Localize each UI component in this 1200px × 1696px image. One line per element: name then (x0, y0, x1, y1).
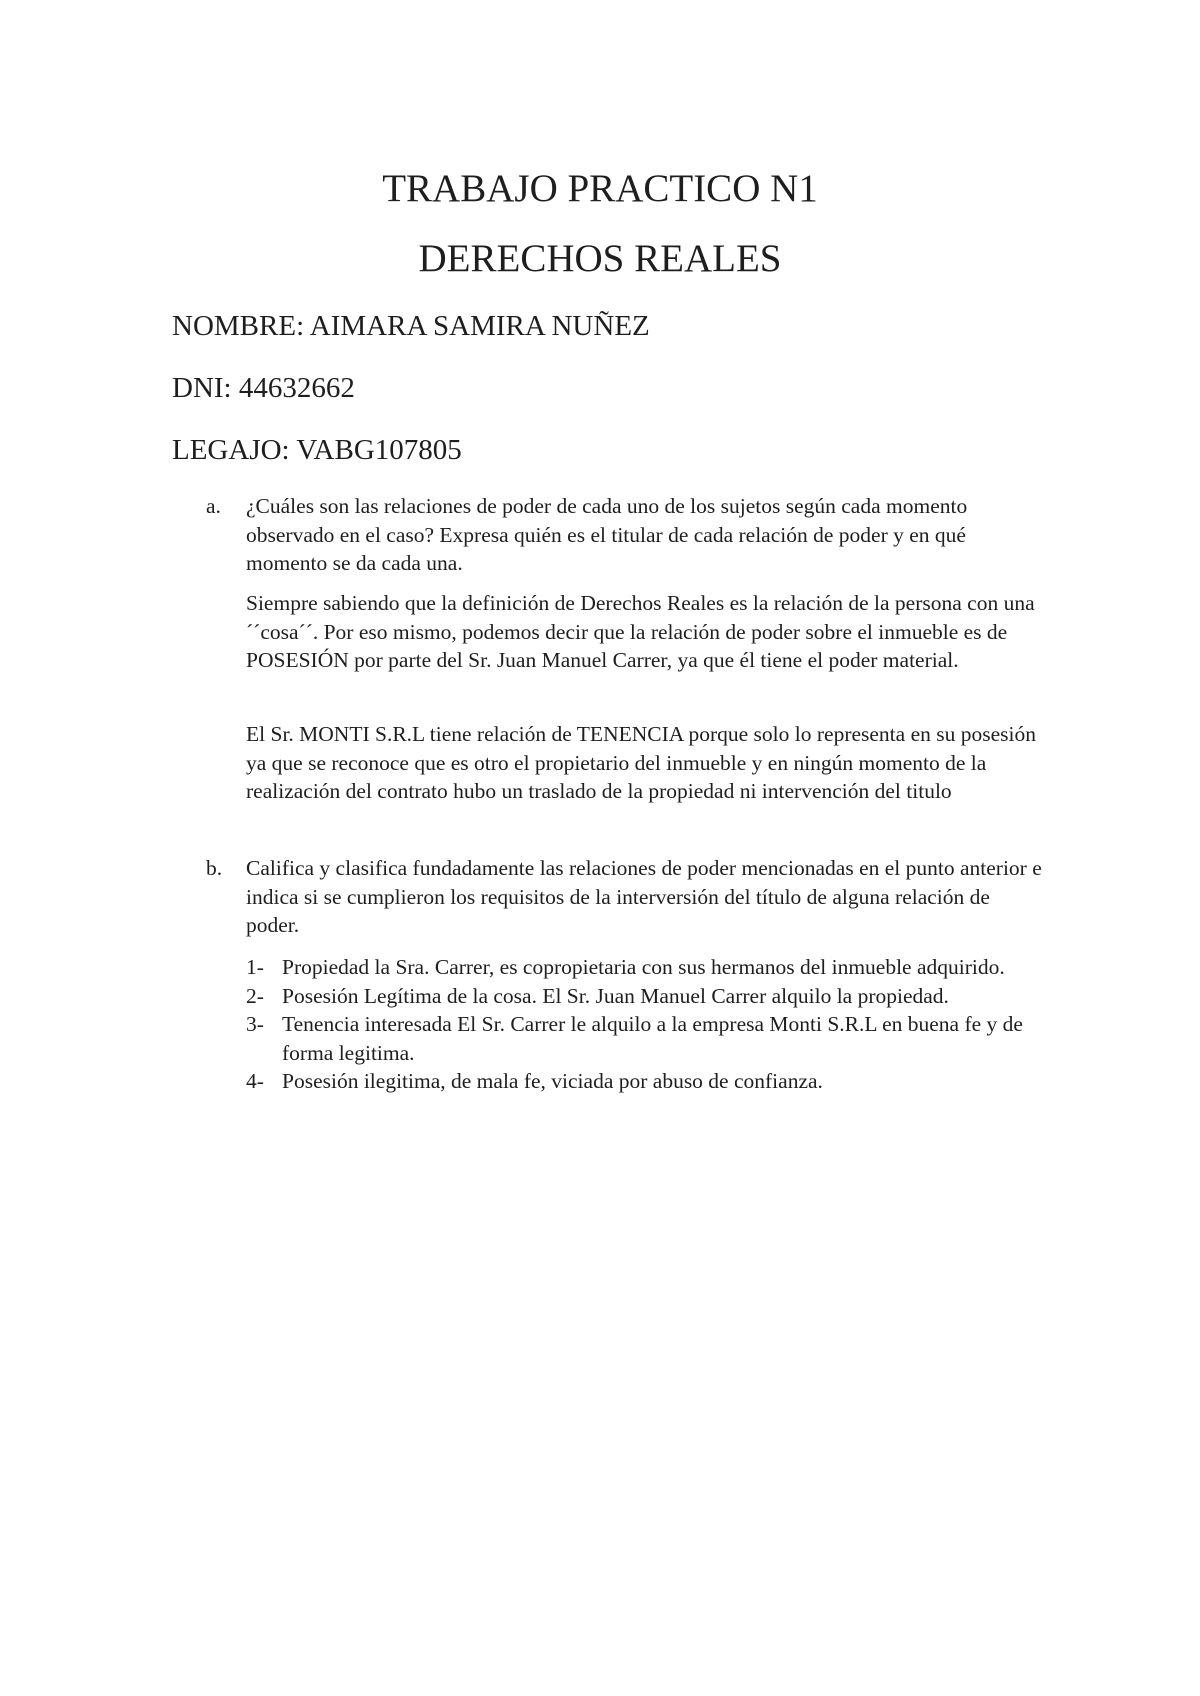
list-item (246, 1010, 1046, 1067)
question-b-text: Califica y clasifica fundadamente las relaciones de poder mencionadas en el punto anterior e indica si se cumplieron los requisitos de la interversión del título de alguna relación de poder. (246, 856, 1042, 937)
list-item-text: Propiedad la Sra. Carrer, es copropietaria con sus hermanos del inmueble adquirido. (282, 955, 1005, 979)
answer-a-paragraph-2: El Sr. MONTI S.R.L tiene relación de TENENCIA porque solo lo representa en su posesión ya que se reconoce que es otro el propietario del inmueble y en ningún momento de la realización del contrato hubo un traslado de la propiedad ni intervención del titulo (246, 722, 1036, 803)
list-item-number: 3- (246, 1012, 264, 1036)
list-item (246, 982, 1046, 1011)
answer-a-paragraph-1: Siempre sabiendo que la definición de Derechos Reales es la relación de la persona con una ´´cosa´´. Por eso mismo, podemos decir que la relación de poder sobre el inmueble es de POSESIÓN por parte del Sr. Juan Manuel Carrer, ya que él tiene el poder material. (246, 591, 1035, 672)
question-a (206, 492, 1046, 578)
question-a-marker: a. (206, 494, 221, 518)
list-item-text: Tenencia interesada El Sr. Carrer le alquilo a la empresa Monti S.R.L en buena fe y de forma legitima. (282, 1012, 1023, 1065)
question-b (206, 854, 1046, 940)
list-item-number: 4- (246, 1069, 264, 1093)
list-item-text: Posesión Legítima de la cosa. El Sr. Juan Manuel Carrer alquilo la propiedad. (282, 983, 949, 1008)
list-item (246, 1067, 1046, 1096)
question-a-text: ¿Cuáles son las relaciones de poder de cada uno de los sujetos según cada momento observado en el caso? Expresa quién es el titular de cada relación de poder y en qué momento se da cada una. (246, 494, 968, 575)
question-b-marker: b. (206, 856, 223, 880)
list-item (246, 953, 1046, 982)
list-item-number: 2- (246, 983, 264, 1008)
student-name: NOMBRE: AIMARA SAMIRA NUÑEZ (172, 310, 650, 342)
student-dni: DNI: 44632662 (172, 372, 355, 404)
list-item-text: Posesión ilegitima, de mala fe, viciada por abuso de confianza. (282, 1069, 823, 1093)
student-legajo: LEGAJO: VABG107805 (172, 434, 462, 466)
document-subtitle: DERECHOS REALES (418, 237, 782, 280)
answer-b-list (246, 953, 1046, 1096)
document-title: TRABAJO PRACTICO N1 (382, 167, 818, 210)
list-item-number: 1- (246, 955, 264, 979)
